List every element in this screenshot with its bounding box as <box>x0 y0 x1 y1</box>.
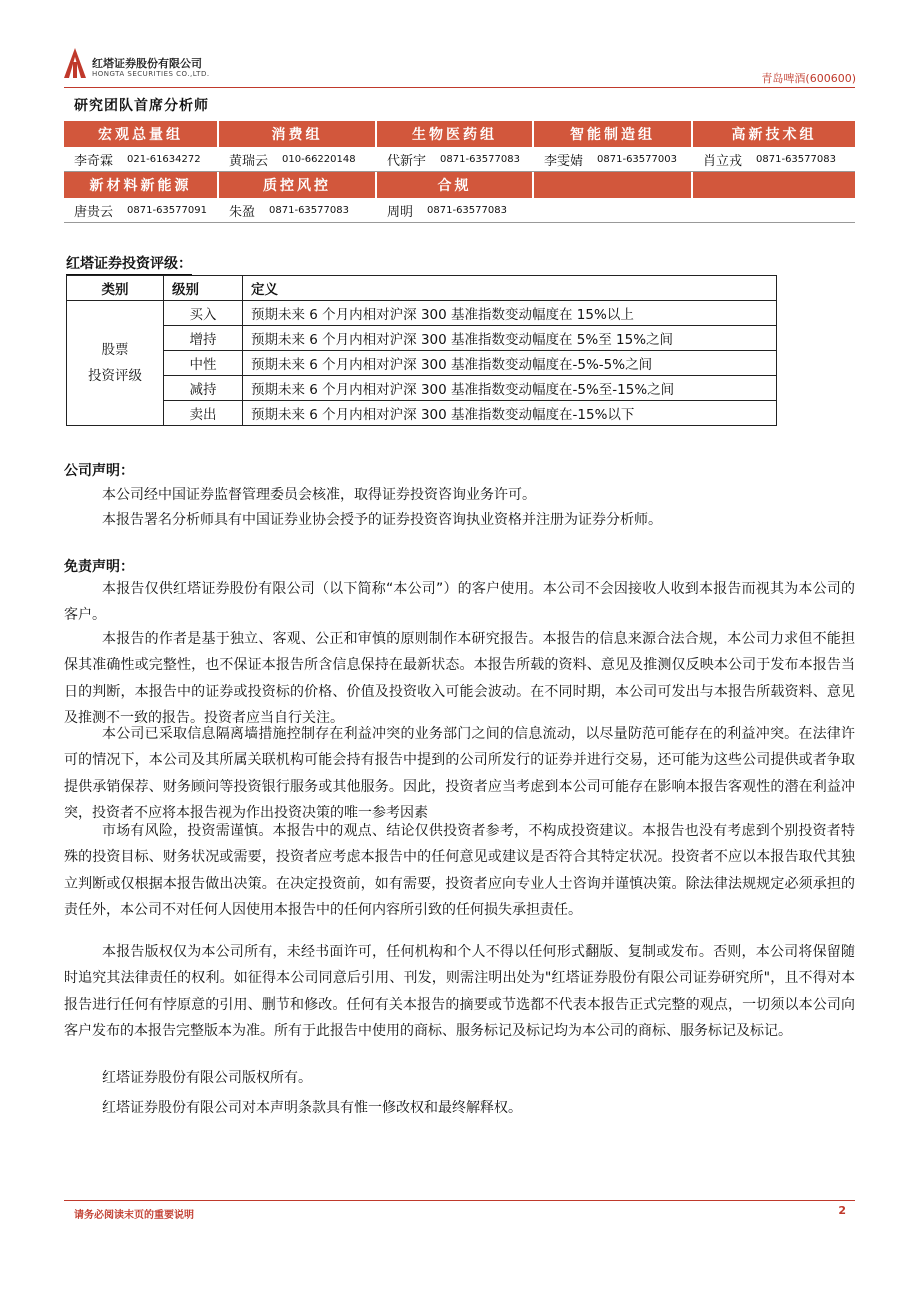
rating-definition: 预期未来 6 个月内相对沪深 300 基准指数变动幅度在-5%至-15%之间 <box>243 376 777 401</box>
category-line: 股票 <box>101 342 129 358</box>
disclaimer-paragraph: 本报告的作者是基于独立、客观、公正和审慎的原则制作本研究报告。本报告的信息来源合法合规，本公司力求但不能担保其准确性或完整性，也不保证本报告所含信息保持在最新状态。本报告所载的资料、意见及推测仅反映本公司于发布本报告当日的判断，本报告中的证券或投资标的价格、价值及投资收入可能会波动。在不同时期，本公司可发出与本报告所载资料、意见及推测不一致的报告。投资者应当自行关注。 <box>64 631 855 726</box>
group-header: 消费组 <box>219 121 377 147</box>
rating-level: 中性 <box>164 351 243 376</box>
rating-definition: 预期未来 6 个月内相对沪深 300 基准指数变动幅度在 5%至 15%之间 <box>243 326 777 351</box>
analyst-name: 唐贵云 <box>74 204 114 220</box>
disclaimer-paragraph: 市场有风险，投资需谨慎。本报告中的观点、结论仅供投资者参考，不构成投资建议。本报告也没有考虑到个别投资者特殊的投资目标、财务状况或需要，投资者应考虑本报告中的任何意见或建议是否符合其特定状况。投资者不应以本报告取代其独立判断或仅根据本报告做出决策。在决定投资前，如有需要，投资者应向专业人士咨询并谨慎决策。除法律法规规定必须承担的责任外，本公司不对任何人因使用本报告中的任何内容所引致的任何损失承担责任。 <box>64 823 855 918</box>
group-header-empty <box>534 172 693 198</box>
rating-header-row <box>67 276 777 301</box>
company-statement-title: 公司声明： <box>64 463 134 479</box>
group-header: 智能制造组 <box>534 121 693 147</box>
analyst-name: 朱盈 <box>229 204 256 220</box>
group-header: 质控风控 <box>219 172 377 198</box>
rating-definition: 预期未来 6 个月内相对沪深 300 基准指数变动幅度在-5%-5%之间 <box>243 351 777 376</box>
rating-row <box>67 376 777 401</box>
analyst-name: 代新宇 <box>387 153 427 169</box>
analyst-name: 周明 <box>387 204 414 220</box>
rating-level: 减持 <box>164 376 243 401</box>
disclaimer-paragraph: 本报告仅供红塔证券股份有限公司（以下简称“本公司”）的客户使用。本公司不会因接收人收到本报告而视其为本公司的客户。 <box>64 581 855 624</box>
analyst-name: 黄瑞云 <box>229 153 269 169</box>
analyst-phone: 0871-63577083 <box>756 153 836 165</box>
analyst-phone: 010-66220148 <box>282 153 356 165</box>
group-header: 新材料新能源 <box>64 172 219 198</box>
group-header: 高新技术组 <box>693 121 855 147</box>
rating-level: 增持 <box>164 326 243 351</box>
statement-line: 本报告署名分析师具有中国证券业协会授予的证券投资咨询执业资格并注册为证券分析师。 <box>102 512 662 528</box>
analyst-phone: 0871-63577083 <box>269 204 349 216</box>
group-header-row <box>64 172 855 198</box>
group-header: 生物医药组 <box>377 121 534 147</box>
analyst-cell <box>377 198 534 222</box>
analyst-name: 肖立戎 <box>703 153 743 169</box>
header-definition: 定义 <box>243 276 777 301</box>
analyst-cell <box>64 147 219 171</box>
stock-label: 青岛啤酒(600600) <box>761 72 856 85</box>
analyst-phone: 0871-63577003 <box>597 153 677 165</box>
rating-level: 买入 <box>164 301 243 326</box>
header-level: 级别 <box>164 276 243 301</box>
analyst-cell <box>219 147 377 171</box>
final-line: 红塔证券股份有限公司对本声明条款具有惟一修改权和最终解释权。 <box>102 1100 522 1116</box>
analyst-cell <box>377 147 534 171</box>
disclaimer-title: 免责声明： <box>64 559 134 575</box>
page-number: 2 <box>838 1204 846 1217</box>
analyst-phone: 0871-63577083 <box>427 204 507 216</box>
statement-line: 本公司经中国证券监督管理委员会核准，取得证券投资咨询业务许可。 <box>102 487 536 503</box>
analyst-cell <box>693 147 855 171</box>
rating-row <box>67 326 777 351</box>
team-title: 研究团队首席分析师 <box>74 98 209 114</box>
category-line: 投资评级 <box>88 368 142 384</box>
rating-category <box>67 301 164 426</box>
rating-level: 卖出 <box>164 401 243 426</box>
company-logo-icon <box>64 48 86 78</box>
rating-row <box>67 401 777 426</box>
company-name-cn: 红塔证券股份有限公司 <box>92 57 202 70</box>
analyst-row <box>64 198 855 223</box>
rating-row <box>67 301 777 326</box>
rating-table <box>66 275 777 426</box>
rating-definition: 预期未来 6 个月内相对沪深 300 基准指数变动幅度在-15%以下 <box>243 401 777 426</box>
analyst-row <box>64 147 855 172</box>
group-header: 宏观总量组 <box>64 121 219 147</box>
rating-row <box>67 351 777 376</box>
footer-note: 请务必阅读末页的重要说明 <box>74 1210 194 1221</box>
group-header: 合规 <box>377 172 534 198</box>
analyst-phone: 0871-63577083 <box>440 153 520 165</box>
group-header-empty <box>693 172 855 198</box>
company-name-en: HONGTA SECURITIES CO.,LTD. <box>92 70 210 78</box>
analyst-cell <box>534 147 693 171</box>
analyst-team-grid <box>64 121 855 227</box>
analyst-cell <box>219 198 377 222</box>
header-category: 类别 <box>67 276 164 301</box>
footer-divider <box>64 1200 855 1201</box>
analyst-phone: 0871-63577091 <box>127 204 207 216</box>
copyright-line: 红塔证券股份有限公司版权所有。 <box>102 1070 312 1086</box>
analyst-name: 李奇霖 <box>74 153 114 169</box>
analyst-name: 李雯婧 <box>544 153 584 169</box>
rating-definition: 预期未来 6 个月内相对沪深 300 基准指数变动幅度在 15%以上 <box>243 301 777 326</box>
header-divider <box>64 87 855 88</box>
disclaimer-paragraph: 本公司已采取信息隔离墙措施控制存在利益冲突的业务部门之间的信息流动，以尽量防范可能存在的利益冲突。在法律许可的情况下，本公司及其所属关联机构可能会持有报告中提到的公司所发行的证券并进行交易，还可能为这些公司提供或者争取提供承销保荐、财务顾问等投资银行服务或其他服务。因此，投资者应当考虑到本公司可能存在影响本报告客观性的潜在利益冲突，投资者不应将本报告视为作出投资决策的唯一参考因素 <box>64 726 855 821</box>
analyst-cell <box>64 198 219 222</box>
analyst-phone: 021-61634272 <box>127 153 201 165</box>
disclaimer-paragraph: 本报告版权仅为本公司所有，未经书面许可，任何机构和个人不得以任何形式翻版、复制或发布。否则，本公司将保留随时追究其法律责任的权利。如征得本公司同意后引用、刊发，则需注明出处为"红塔证券股份有限公司证券研究所"，且不得对本报告进行任何有悖原意的引用、删节和修改。任何有关本报告的摘要或节选都不代表本报告正式完整的观点，一切须以本公司向客户发布的本报告完整版本为准。所有于此报告中使用的商标、服务标记及标记均为本公司的商标、服务标记及标记。 <box>64 944 855 1039</box>
group-header-row <box>64 121 855 147</box>
rating-title: 红塔证券投资评级： <box>66 253 192 275</box>
